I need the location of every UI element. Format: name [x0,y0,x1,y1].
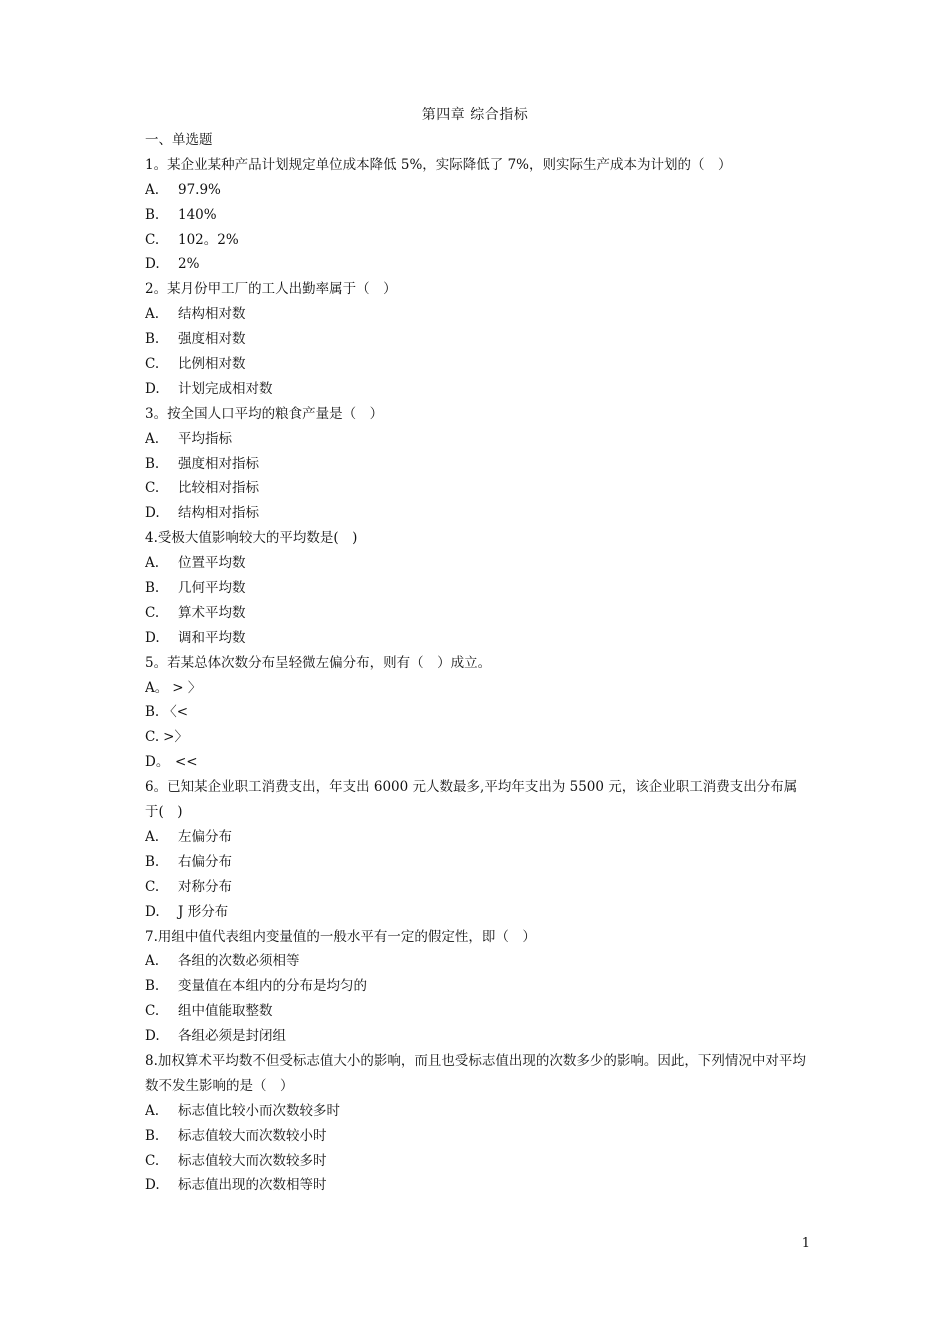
option-letter: D. [145,380,160,397]
option-d [145,750,810,775]
option-letter: D. [145,1177,160,1194]
option-text: 标志值较大而次数较多时 [178,1152,327,1169]
option-text: 右偏分布 [178,853,232,870]
option-c [145,999,810,1024]
option-text: 变量值在本组内的分布是均匀的 [178,978,367,995]
option-letter: B. [145,331,160,348]
option-letter: A. [145,181,160,198]
option-text: 调和平均数 [178,629,246,646]
question-stem: 1。某企业某种产品计划规定单位成本降低 5%，实际降低了 7%，则实际生产成本为计划的（ ） [145,156,732,173]
option-letter: B. [145,853,160,870]
option-letter: A. [145,953,160,970]
option-b [145,974,810,999]
option-b [145,850,810,875]
option-b [145,203,810,228]
option-text: 对称分布 [178,878,232,895]
option-text: 〈< [163,704,189,721]
option-b [145,452,810,477]
option-text: 2% [178,256,200,273]
question-stem: 7.用组中值代表组内变量值的一般水平有一定的假定性，即（ ） [145,928,536,945]
option-c [145,875,810,900]
option-d [145,626,810,651]
option-letter: A. [145,828,160,845]
option-d [145,377,810,402]
option-text: 标志值较大而次数较小时 [178,1127,327,1144]
chapter-title: 第四章 综合指标 [421,107,529,123]
option-letter: B. [145,206,160,223]
option-d [145,1173,810,1198]
option-text: 各组的次数必须相等 [178,953,300,970]
option-text: 结构相对数 [178,306,246,323]
option-text: << [175,754,198,771]
option-d [145,900,810,925]
option-letter: D. [145,629,160,646]
option-a [145,427,810,452]
option-text: 位置平均数 [178,555,246,572]
option-letter: A. [145,555,160,572]
option-b [145,576,810,601]
option-d [145,252,810,277]
question-list [145,128,810,1198]
option-text: 强度相对数 [178,331,246,348]
option-letter: C. [145,1152,160,1169]
option-a [145,302,810,327]
question-stem: 3。按全国人口平均的粮食产量是（ ） [145,405,384,422]
option-text: 97.9% [178,181,221,198]
option-text: 比例相对数 [178,356,246,373]
option-a [145,1099,810,1124]
option-d [145,1024,810,1049]
option-c [145,228,810,253]
option-letter: B. [145,978,160,995]
question-stem: 6。已知某企业职工消费支出，年支出 6000 元人数最多,平均年支出为 5500 元，该企业职工消费支出分布属于( ) [145,779,798,821]
option-a [145,825,810,850]
option-text: 102。2% [178,231,239,248]
option-d [145,501,810,526]
option-letter: A. [145,430,160,447]
option-b [145,327,810,352]
option-letter: B. [145,1127,160,1144]
option-letter: C. [145,480,160,497]
page-number: 1 [801,1236,810,1251]
option-a [145,949,810,974]
option-text: 标志值出现的次数相等时 [178,1177,327,1194]
option-text: 组中值能取整数 [178,1003,273,1020]
option-letter: D. [145,256,160,273]
option-text: 140% [178,206,217,223]
option-letter: A. [145,306,160,323]
option-letter: D。 [145,754,170,771]
option-text: J 形分布 [178,903,229,920]
option-letter: C. [145,1003,160,1020]
option-text: 平均指标 [178,430,232,447]
option-letter: C. [145,878,160,895]
option-text: 算术平均数 [178,604,246,621]
option-letter: B. [145,704,160,721]
question-stem: 5。若某总体次数分布呈轻微左偏分布，则有（ ）成立。 [145,654,492,671]
question-stem: 4.受极大值影响较大的平均数是( ) [145,530,358,547]
question-stem: 8.加权算术平均数不但受标志值大小的影响，而且也受标志值出现的次数多少的影响。因此，下列情况中对平均数不发生影响的是（ ） [145,1052,806,1094]
option-text: 计划完成相对数 [178,380,273,397]
option-text: 左偏分布 [178,828,232,845]
option-a [145,551,810,576]
option-text: 结构相对指标 [178,505,259,522]
section-heading: 一、单选题 [145,132,213,148]
option-letter: C. [145,231,160,248]
option-c [145,1149,810,1174]
option-letter: C. [145,604,160,621]
option-a [145,178,810,203]
option-text: > 〉 [172,679,202,696]
option-text: 比较相对指标 [178,480,259,497]
option-text: 标志值比较小而次数较多时 [178,1102,340,1119]
option-b [145,1124,810,1149]
option-c [145,352,810,377]
question-stem: 2。某月份甲工厂的工人出勤率属于（ ） [145,281,397,298]
option-letter: D. [145,903,160,920]
option-c [145,476,810,501]
option-c [145,601,810,626]
option-text: 强度相对指标 [178,455,259,472]
option-c [145,725,810,750]
option-a [145,676,810,701]
option-letter: C. [145,356,160,373]
option-letter: C. [145,729,160,746]
option-text: 几何平均数 [178,580,246,597]
option-letter: A。 [145,679,169,696]
option-letter: B. [145,455,160,472]
option-text: >〉 [163,729,188,746]
option-text: 各组必须是封闭组 [178,1028,286,1045]
option-letter: B. [145,580,160,597]
option-letter: A. [145,1102,160,1119]
option-letter: D. [145,1028,160,1045]
option-b [145,700,810,725]
option-letter: D. [145,505,160,522]
